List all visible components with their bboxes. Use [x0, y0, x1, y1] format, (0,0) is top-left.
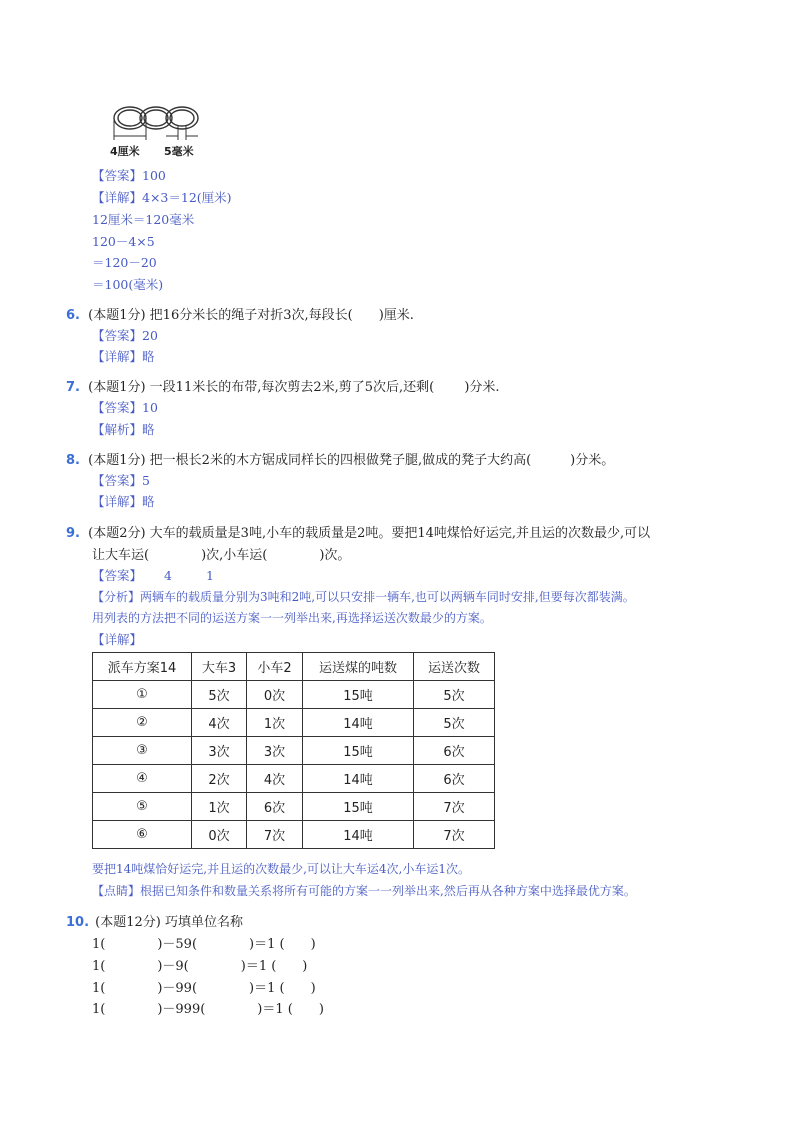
- q8-answer: 【答案】5: [92, 473, 150, 488]
- q9-analysis-1: 【分析】两辆车的载质量分别为3吨和2吨,可以只安排一辆车,也可以两辆车同时安排,但要每次都装满。: [92, 590, 635, 604]
- q5-step-3: ＝120－20: [92, 255, 157, 270]
- q10-line-1: 1( )－59( )＝1 ( ): [92, 937, 316, 952]
- table-cell: 1次: [247, 709, 303, 737]
- q10-line-3: 1( )－99( )＝1 ( ): [92, 981, 316, 996]
- table-cell: 3次: [247, 737, 303, 765]
- table-cell: 15吨: [303, 793, 414, 821]
- table-cell: 0次: [247, 681, 303, 709]
- table-cell: 15吨: [303, 737, 414, 765]
- q10-number: 10.: [66, 915, 90, 930]
- q6-number: 6.: [66, 308, 80, 323]
- q7-number: 7.: [66, 380, 80, 395]
- table-cell: 4次: [247, 765, 303, 793]
- table-row: [93, 681, 495, 709]
- table-cell: ③: [93, 737, 192, 765]
- table-header: 运送次数: [414, 653, 495, 681]
- q10-question: [66, 911, 243, 930]
- q10-text: (本题12分) 巧填单位名称: [95, 915, 243, 930]
- q8-number: 8.: [66, 453, 80, 468]
- q8-text: (本题1分) 把一根长2米的木方锯成同样长的四根做凳子腿,做成的凳子大约高( )分米。: [88, 453, 615, 468]
- q5-step-1: 12厘米＝120毫米: [92, 212, 195, 227]
- table-header: 大车3: [192, 653, 247, 681]
- table-cell: ①: [93, 681, 192, 709]
- figure-label-right: 5毫米: [164, 145, 194, 158]
- table-cell: ④: [93, 765, 192, 793]
- table-cell: 1次: [192, 793, 247, 821]
- q6-answer: 【答案】20: [92, 328, 158, 343]
- table-cell: ⑥: [93, 821, 192, 849]
- table-cell: 0次: [192, 821, 247, 849]
- figure-label-left: 4厘米: [110, 145, 140, 158]
- table-cell: ②: [93, 709, 192, 737]
- table-cell: 6次: [247, 793, 303, 821]
- q7-answer: 【答案】10: [92, 400, 158, 415]
- q9-conclusion: 要把14吨煤恰好运完,并且运的次数最少,可以让大车运4次,小车运1次。: [92, 862, 470, 876]
- table-cell: 6次: [414, 765, 495, 793]
- table-cell: 7次: [414, 821, 495, 849]
- table-cell: 2次: [192, 765, 247, 793]
- table-cell: 5次: [414, 681, 495, 709]
- table-row: [93, 737, 495, 765]
- q8-question: [66, 449, 614, 468]
- q5-answer: 【答案】100: [92, 168, 166, 183]
- q9-answer: [92, 566, 214, 584]
- table-cell: 14吨: [303, 821, 414, 849]
- table-cell: 14吨: [303, 765, 414, 793]
- table-header: 小车2: [247, 653, 303, 681]
- q9-number: 9.: [66, 526, 80, 541]
- q10-line-2: 1( )－9( )＝1 ( ): [92, 959, 308, 974]
- q9-comment: 【点睛】根据已知条件和数量关系将所有可能的方案一一列举出来,然后再从各种方案中选择最优方案。: [92, 884, 636, 898]
- table-cell: 7次: [414, 793, 495, 821]
- q9-text-2: 让大车运( )次,小车运( )次。: [92, 548, 351, 563]
- table-row: [93, 709, 495, 737]
- table-cell: 5次: [192, 681, 247, 709]
- table-header-row: [93, 653, 495, 681]
- q9-text-1: (本题2分) 大车的载质量是3吨,小车的载质量是2吨。要把14吨煤恰好运完,并且运的次数最少,可以: [88, 526, 651, 541]
- q9-answer-label: 【答案】: [92, 568, 143, 583]
- table-cell: ⑤: [93, 793, 192, 821]
- table-cell: 3次: [192, 737, 247, 765]
- table-cell: 14吨: [303, 709, 414, 737]
- q5-step-2: 120－4×5: [92, 234, 155, 249]
- q7-question: [66, 376, 500, 395]
- q6-detail: 【详解】略: [92, 349, 155, 364]
- q6-text: (本题1分) 把16分米长的绳子对折3次,每段长( )厘米.: [88, 308, 414, 323]
- q9-answer-small: 1: [205, 568, 214, 583]
- table-cell: 5次: [414, 709, 495, 737]
- table-row: [93, 765, 495, 793]
- q6-question: [66, 304, 414, 323]
- q5-detail: 【详解】4×3＝12(厘米): [92, 190, 232, 205]
- rings-diagram: [106, 104, 206, 144]
- table-header: 运送煤的吨数: [303, 653, 414, 681]
- table-cell: 6次: [414, 737, 495, 765]
- table-cell: 15吨: [303, 681, 414, 709]
- q8-detail: 【详解】略: [92, 494, 155, 509]
- q9-question-line1: [66, 522, 650, 541]
- dispatch-plan-table: [92, 652, 495, 849]
- table-row: [93, 793, 495, 821]
- q7-text: (本题1分) 一段11米长的布带,每次剪去2米,剪了5次后,还剩( )分米.: [88, 380, 500, 395]
- rings-figure: [106, 104, 206, 160]
- q5-step-4: ＝100(毫米): [92, 277, 164, 292]
- q9-analysis-2: 用列表的方法把不同的运送方案一一列举出来,再选择运送次数最少的方案。: [92, 611, 492, 625]
- q9-answer-big: 4: [164, 568, 172, 583]
- table-row: [93, 821, 495, 849]
- table-cell: 7次: [247, 821, 303, 849]
- q9-detail-label: 【详解】: [92, 632, 143, 647]
- q7-detail: 【解析】略: [92, 422, 155, 437]
- table-header: 派车方案14: [93, 653, 192, 681]
- q10-line-4: 1( )－999( )＝1 ( ): [92, 1002, 324, 1017]
- table-cell: 4次: [192, 709, 247, 737]
